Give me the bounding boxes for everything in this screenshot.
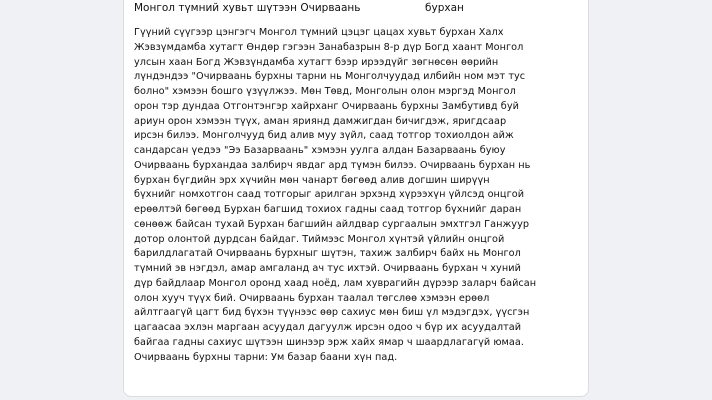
post-title-left: Монгол түмний хувьт шүтээн Очирваань xyxy=(134,2,361,14)
post-body-line: ирсэн билээ. Монголчууд бид алив муу зүйл, саад тотгор тохиолдон айж xyxy=(134,130,514,142)
post-title xyxy=(134,2,464,14)
post-body-line: Гүүний сүүгээр цэнгэгч Монгол түмний цэцэг цацах хувьт бурхан Халх xyxy=(134,27,504,38)
post-body-line: Очирваань бурхны тарни: Ум базар баани хүн пад. xyxy=(134,351,398,363)
post-body-line: болно" хэмээн бошго үзүүлжээ. Мөн Төвд, Монголын олон мэргэд Монгол xyxy=(134,86,516,97)
post-body-line: байгаа гадны сахиус шүтээн шинээр эрж хайх ямар ч шаардлагагүй юмаа. xyxy=(134,336,525,348)
post-title-right: бурхан xyxy=(425,2,464,14)
post-body-line: бурхан бүгдийн эрх хүчийн мөн чанарт бөгөөд алив догшин ширүүн xyxy=(134,174,490,186)
post-body-line: бүхнийг номхотгон саад тотгорыг арилган эрхэнд хүрээхүн үйлсэд онцгой xyxy=(134,189,525,201)
post-body-line: сөнөөж байсан тухай Бурхан багшийн айлдвар сургаалын эмхтгэл Ганжуур xyxy=(134,218,530,230)
post-body-line: дотор олонтой дурдсан байдаг. Тиймээс Монгол хүнтэй үйлийн онцгой xyxy=(134,233,505,245)
post-body-line: улсын хаан Богд Жэвзүндамба хутагт бээр ирээдүйг зөгнөсөн өөрийн xyxy=(134,56,499,68)
post-body-line: орон тэр дундаа Отгонтэнгэр хайрханг Очирваань бурхны Замбутивд буй xyxy=(134,100,519,112)
post-body-line: айлтгаагүй цагт бид бүхэн түүнээс өөр сахиус мөн биш үл мэдэгдэх, үүсгэн xyxy=(134,307,530,319)
post-body xyxy=(134,26,582,365)
post-body-line: дүр байдлаар Монгол оронд хаад ноёд, лам хувраг​ийн дүрээр заларч байсан xyxy=(134,277,537,289)
post-body-line: Очирваань бурхандаа залбирч явдаг ард түмэн билээ. Очирваань бурхан нь xyxy=(134,159,531,171)
post-body-line: лүндэндээ "Очирваань бурхны тарни нь Монголчуудад илбийн ном мэт тус xyxy=(134,71,526,83)
post-card xyxy=(123,0,589,397)
post-body-line: олон хууч түүх бий. Очирваань бурхан таалал төгслөө хэмээн ерөөл xyxy=(134,292,490,304)
post-body-line: ариун орон хэмээн түүх, аман яриянд дамжигдан бичигдэж, яригдсаар xyxy=(134,115,507,127)
post-body-line: түмний эв нэгдэл, амар амгаланд ач тус ихтэй. Очирваань бурхан ч хуний xyxy=(134,263,521,274)
post-body-line: цагаасаа эхлэн маргаан асуудал дагуулж ирсэн одоо ч бүр их асуудалтай xyxy=(134,322,522,333)
post-body-line: ерөөлтэй бөгөөд Бурхан багшид тохиох гадны саад тотгор бүхнийг даран xyxy=(134,204,522,215)
post-body-line: сандарсан үедээ "Ээ Базарваань" хэмээн уулга алдан Базарваань буюу xyxy=(134,145,506,156)
post-body-line: Жэвзүмдамба хутагт Өндөр гэгээн Занабазрын 8-р дүр Богд хаант Монгол xyxy=(134,41,524,53)
post-body-line: барилдлагатай Очирваань бурхныг шүтэн, тахиж залбирч байх нь Монгол xyxy=(134,248,521,260)
